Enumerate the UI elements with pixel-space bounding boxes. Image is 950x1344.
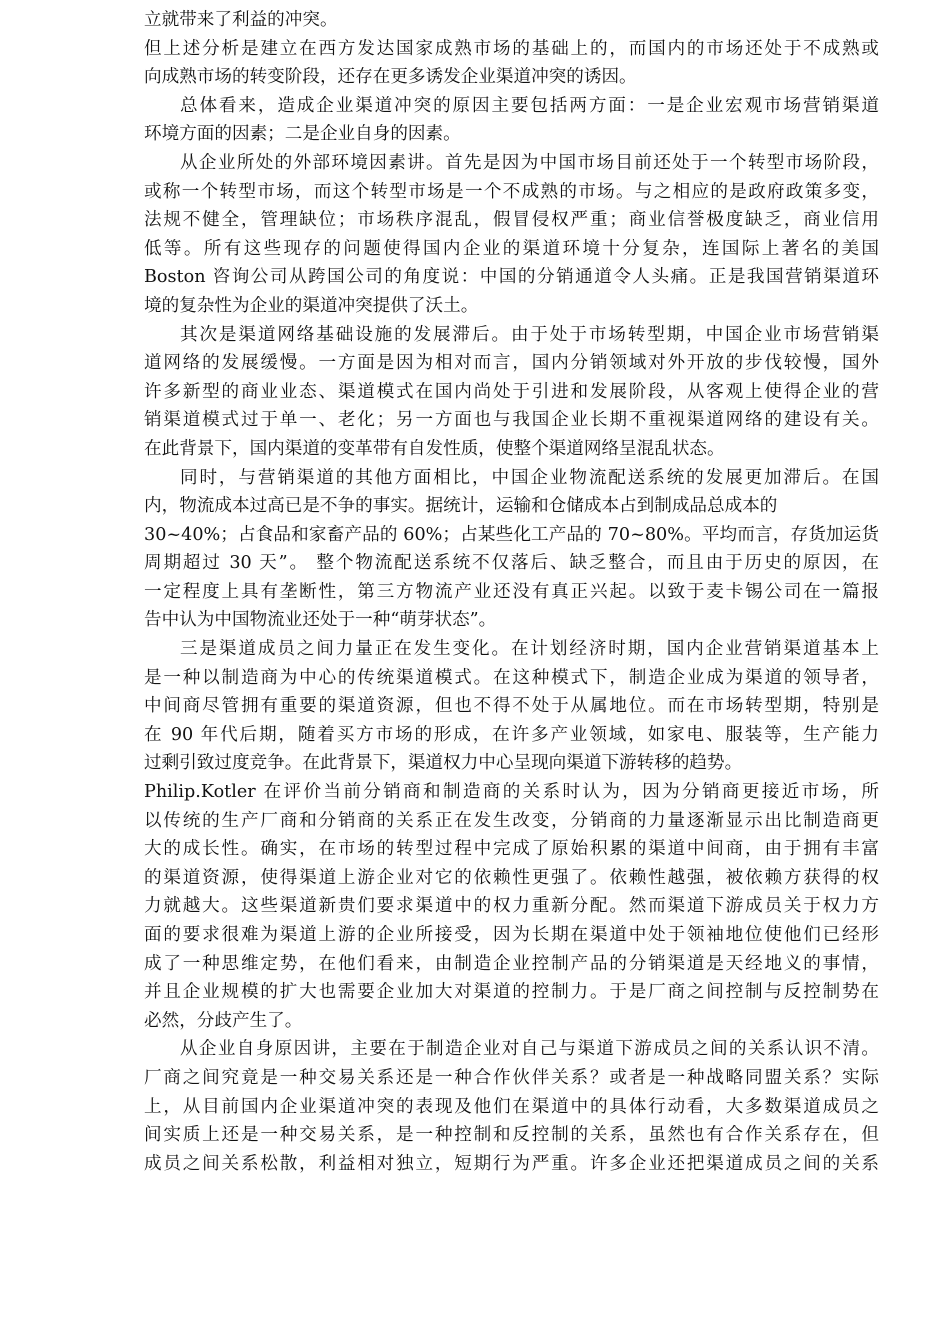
text-line: 的渠道资源，使得渠道上游企业对它的依赖性更强了。依赖性越强，被依赖方获得的权 [144,867,879,888]
text-line: 立就带来了利益的冲突。 [144,10,338,30]
text-line: 成了一种思维定势，在他们看来，由制造企业控制产品的分销渠道是天经地义的事情， [144,953,879,974]
text-line: 在 90 年代后期，随着买方市场的形成，在许多产业领域，如家电、服装等，生产能力 [144,724,879,745]
text-line: 环境方面的因素；二是企业自身的因素。 [144,124,461,145]
text-line: 从企业自身原因讲，主要在于制造企业对自己与渠道下游成员之间的关系认识不清。 [180,1039,879,1060]
text-line: 必然，分歧产生了。 [144,1010,303,1031]
text-line: 间实质上还是一种交易关系，是一种控制和反控制的关系，虽然也有合作关系存在，但 [144,1125,879,1146]
text-line: 但上述分析是建立在西方发达国家成熟市场的基础上的，而国内的市场还处于不成熟或 [144,38,879,59]
text-line: 是一种以制造商为中心的传统渠道模式。在这种模式下，制造企业成为渠道的领导者， [144,667,879,688]
text-line: 一定程度上具有垄断性，第三方物流产业还没有真正兴起。以致于麦卡锡公司在一篇报 [144,581,879,602]
text-line: 销渠道模式过于单一、老化；另一方面也与我国企业长期不重视渠道网络的建设有关。 [144,410,879,431]
text-line: 向成熟市场的转变阶段，还存在更多诱发企业渠道冲突的诱因。 [144,67,637,88]
text-line: 或称一个转型市场，而这个转型市场是一个不成熟的市场。与之相应的是政府政策多变， [144,181,879,202]
text-line: 同时，与营销渠道的其他方面相比，中国企业物流配送系统的发展更加滞后。在国 [180,467,879,488]
text-line: 并且企业规模的扩大也需要企业加大对渠道的控制力。于是厂商之间控制与反控制势在 [144,982,879,1003]
text-line: 境的复杂性为企业的渠道冲突提供了沃土。 [144,295,479,316]
text-line: 告中认为中国物流业还处于一种“萌芽状态”。 [144,610,497,631]
text-line: 周期超过 30 天”。 整个物流配送系统不仅落后、缺乏整合，而且由于历史的原因，在 [144,553,879,574]
text-line: 从企业所处的外部环境因素讲。首先是因为中国市场目前还处于一个转型市场阶段， [180,152,879,173]
text-line: Philip.Kotler 在评价当前分销商和制造商的关系时认为，因为分销商更接近市场，所 [144,782,879,803]
text-line: 30~40%；占食品和家畜产品的 60%；占某些化工产品的 70~80%。平均而言，存货加运货 [144,524,879,545]
text-line: 法规不健全，管理缺位；市场秩序混乱，假冒侵权严重；商业信誉极度缺乏，商业信用 [144,210,879,231]
text-line: 低等。所有这些现存的问题使得国内企业的渠道环境十分复杂，连国际上著名的美国 [144,238,879,259]
text-line: 总体看来，造成企业渠道冲突的原因主要包括两方面：一是企业宏观市场营销渠道 [180,95,879,116]
text-line: 力就越大。这些渠道新贵们要求渠道中的权力重新分配。然而渠道下游成员关于权力方 [144,896,879,917]
text-line: 上，从目前国内企业渠道冲突的表现及他们在渠道中的具体行动看，大多数渠道成员之 [144,1096,879,1117]
text-line: 厂商之间究竟是一种交易关系还是一种合作伙伴关系？或者是一种战略同盟关系？实际 [144,1067,879,1088]
text-line: 三是渠道成员之间力量正在发生变化。在计划经济时期，国内企业营销渠道基本上 [180,639,879,660]
text-line: 道网络的发展缓慢。一方面是因为相对而言，国内分销领域对外开放的步伐较慢，国外 [144,353,879,374]
text-line: 中间商尽管拥有重要的渠道资源，但也不得不处于从属地位。而在市场转型期，特别是 [144,696,879,717]
text-line: 其次是渠道网络基础设施的发展滞后。由于处于市场转型期，中国企业市场营销渠 [180,324,879,345]
text-line: 许多新型的商业业态、渠道模式在国内尚处于引进和发展阶段，从客观上使得企业的营 [144,381,879,402]
text-line: 以传统的生产厂商和分销商的关系正在发生改变，分销商的力量逐渐显示出比制造商更 [144,810,879,831]
text-line: 过剩引致过度竞争。在此背景下，渠道权力中心呈现向渠道下游转移的趋势。 [144,753,743,774]
text-line: Boston 咨询公司从跨国公司的角度说：中国的分销通道令人头痛。正是我国营销渠道环 [144,267,879,288]
text-line: 在此背景下，国内渠道的变革带有自发性质，使整个渠道网络呈混乱状态。 [144,438,725,459]
text-line: 面的要求很难为渠道上游的企业所接受，因为长期在渠道中处于领袖地位使他们已经形 [144,925,879,945]
document-page [144,6,879,1178]
text-line: 内，物流成本过高已是不争的事实。据统计，运输和仓储成本占到制成品总成本的 [144,496,778,517]
text-line: 成员之间关系松散，利益相对独立，短期行为严重。许多企业还把渠道成员之间的关系 [144,1153,879,1174]
text-line: 大的成长性。确实，在市场的转型过程中完成了原始积累的渠道中间商，由于拥有丰富 [144,839,879,860]
